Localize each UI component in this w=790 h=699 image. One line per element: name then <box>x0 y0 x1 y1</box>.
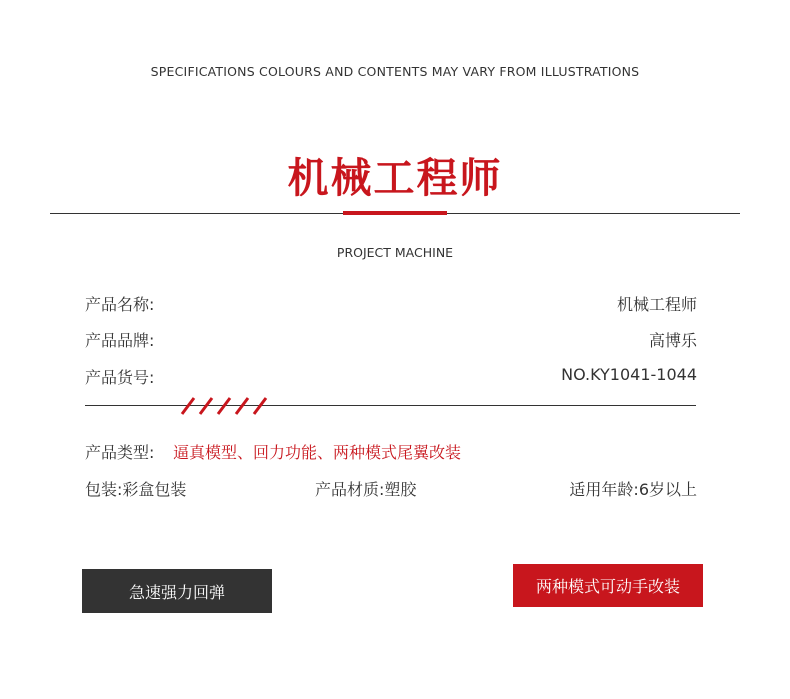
product-type-label: 产品类型: <box>85 443 155 462</box>
spec-name-label: 产品名称: <box>85 295 155 314</box>
slash-decoration-icon <box>178 395 274 417</box>
page-subtitle: PROJECT MACHINE <box>336 245 454 260</box>
spec-model-value: NO.KY1041-1044 <box>561 365 697 384</box>
spec-name-value: 机械工程师 <box>616 295 697 314</box>
product-type-value: 逼真模型、回力功能、两种模式尾翼改装 <box>173 443 462 462</box>
rapid-rebound-button[interactable]: 急速强力回弹 <box>82 569 272 613</box>
disclaimer-text: SPECIFICATIONS COLOURS AND CONTENTS MAY VARY FROM ILLUSTRATIONS <box>150 64 640 79</box>
section-divider <box>85 405 696 406</box>
spec-brand-label: 产品品牌: <box>85 331 155 350</box>
packaging-info: 包装:彩盒包装 <box>85 480 187 499</box>
material-info: 产品材质:塑胶 <box>315 480 417 499</box>
spec-brand-value: 高博乐 <box>648 331 697 350</box>
page-title: 机械工程师 <box>287 154 503 202</box>
two-mode-modification-button[interactable]: 两种模式可动手改装 <box>513 564 703 607</box>
age-info: 适用年龄:6岁以上 <box>569 480 697 499</box>
spec-model-label: 产品货号: <box>85 368 155 387</box>
title-accent-bar <box>343 211 447 215</box>
